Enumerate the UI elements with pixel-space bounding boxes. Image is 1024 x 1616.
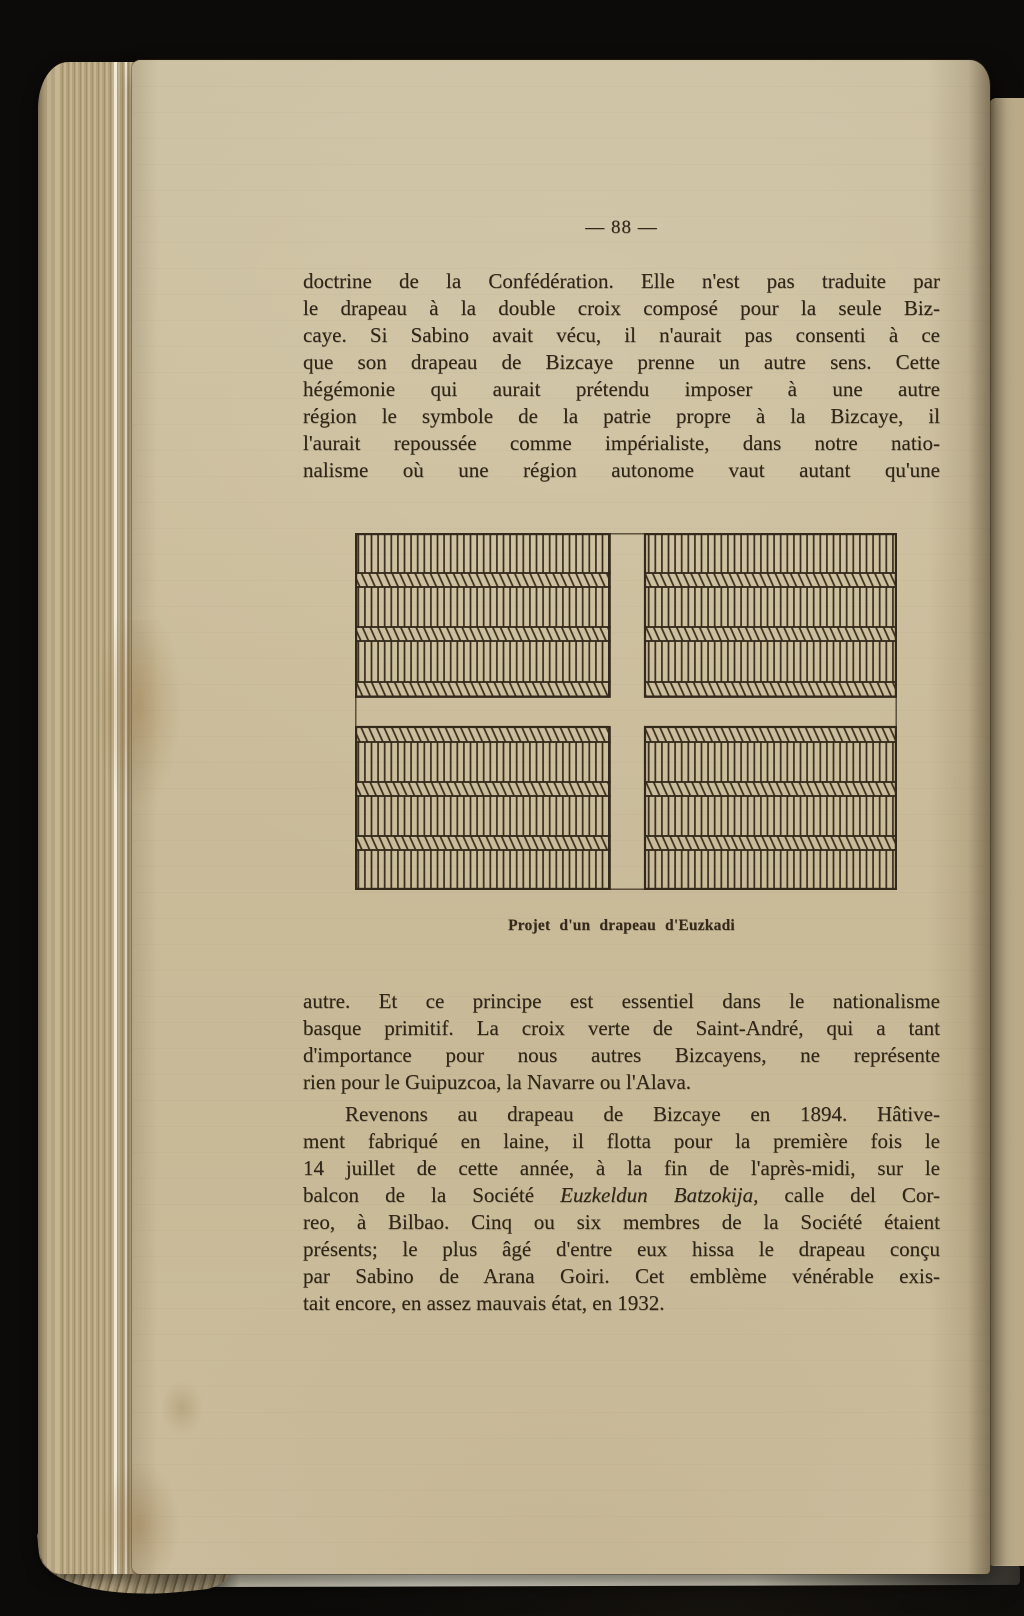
book-page-edges-left [38,62,138,1574]
paragraph-2 [303,988,940,1096]
flag-stripe-bands [355,533,897,890]
text-line: Revenons au drapeau de Bizcaye en 1894. Hâtive- [345,1102,940,1126]
text-line: le drapeau à la double croix composé pour la seule Biz- [303,296,940,320]
text-line: d'importance pour nous autres Bizcayens, ne représente [303,1043,940,1067]
text-line [303,1182,940,1209]
text-line: doctrine de la Confédération. Elle n'est pas traduite par [303,269,940,293]
figure-caption: Projet d'un drapeau d'Euzkadi [508,917,735,934]
text-line: région le symbole de la patrie propre à la Bizcaye, il [303,404,940,428]
text-line: présents; le plus âgé d'entre eux hissa le drapeau conçu [303,1237,940,1261]
text-line: autre. Et ce principe est essentiel dans le nationalisme [303,989,940,1013]
flag-figure [355,533,897,890]
text-line: par Sabino de Arana Goiri. Cet emblème vénérable exis- [303,1264,940,1288]
text-line: 14 juillet de cette année, à la fin de l'après-midi, sur le [303,1156,940,1180]
text-line: ment fabriqué en laine, il flotta pour la première fois le [303,1129,940,1153]
text-line: tait encore, en assez mauvais état, en 1932. [303,1291,665,1315]
text-segment: calle del Cor- [758,1183,940,1207]
book-page [132,60,990,1574]
italic-society-name: Euzkeldun Batzokija, [560,1183,759,1207]
text-segment: balcon de la Société [303,1183,561,1207]
page-number: — 88 — [585,217,658,238]
text-line: reo, à Bilbao. Cinq ou six membres de la Société étaient [303,1210,940,1234]
text-line: que son drapeau de Bizcaye prenne un autre sens. Cette [303,350,940,374]
text-line: hégémonie qui aurait prétendu imposer à une autre [303,377,940,401]
text-line: nalisme où une région autonome vaut autant qu'une [303,458,940,482]
paragraph-1 [303,268,940,484]
text-line: rien pour le Guipuzcoa, la Navarre ou l'Alava. [303,1070,692,1094]
paragraph-3 [303,1101,940,1317]
text-line: basque primitif. La croix verte de Saint-André, qui a tant [303,1016,940,1040]
text-line: l'aurait repoussée comme impérialiste, dans notre natio- [303,431,940,455]
text-line: caye. Si Sabino avait vécu, il n'aurait pas consenti à ce [303,323,940,347]
next-page-edge [984,98,1024,1566]
